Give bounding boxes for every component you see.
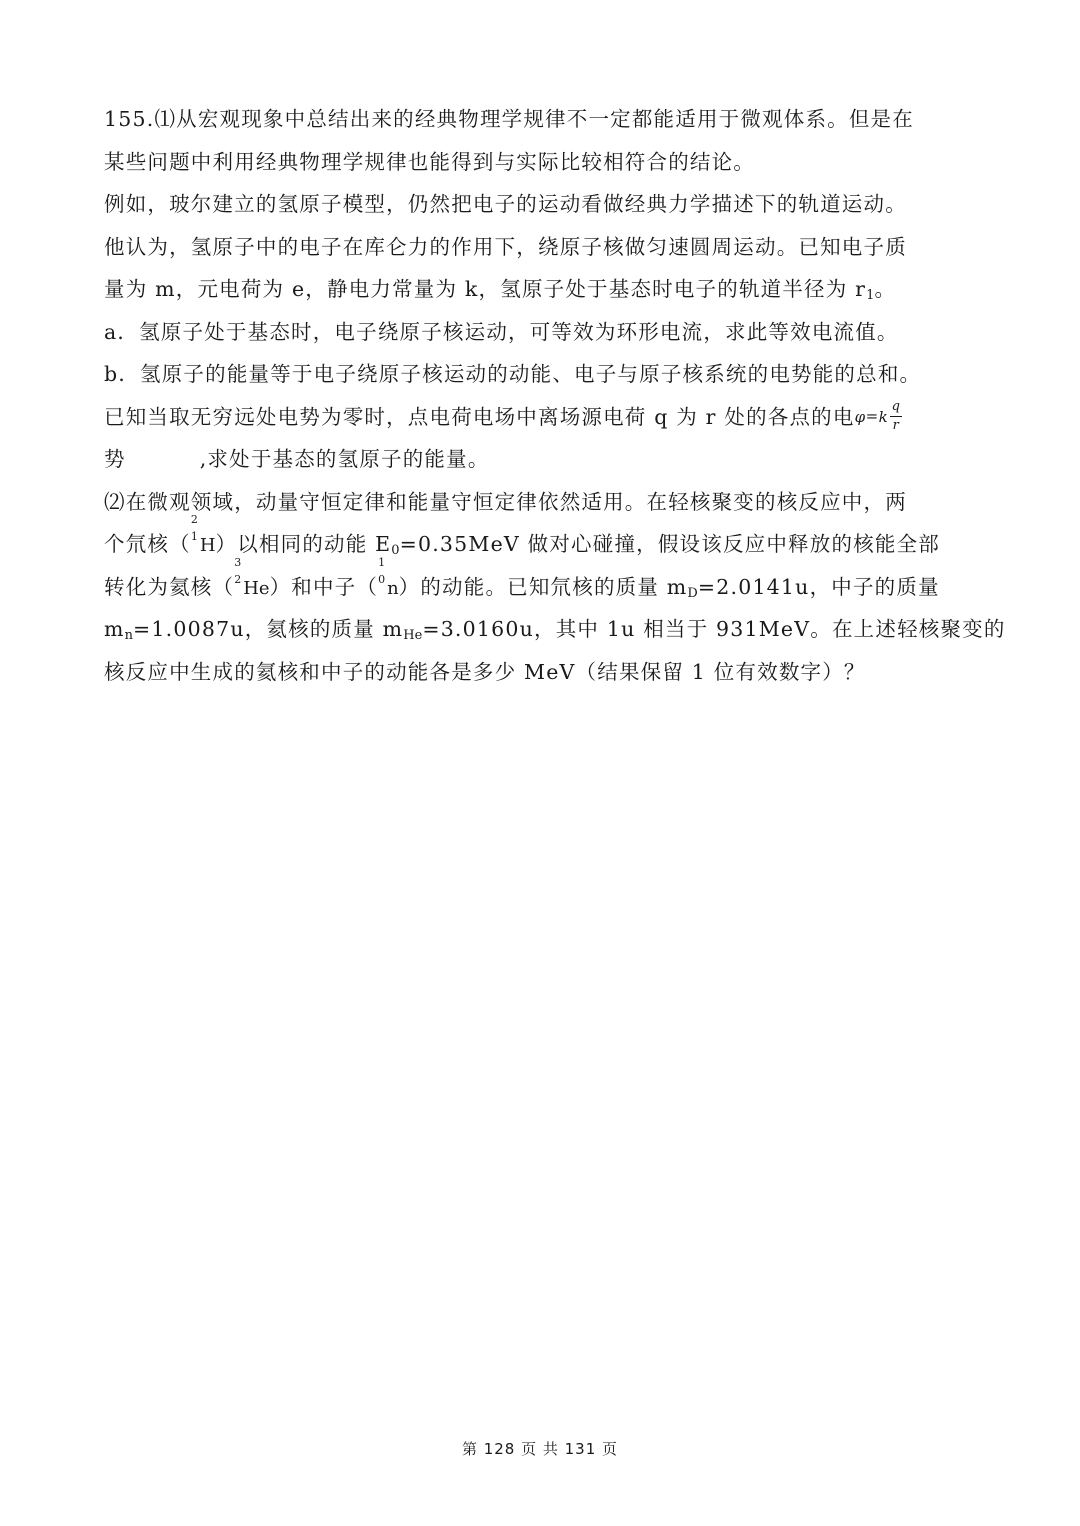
- text-segment: m: [104, 617, 125, 641]
- problem-text: [104, 98, 1006, 693]
- text-line: [104, 353, 978, 396]
- formula-denominator: r: [892, 417, 899, 433]
- text-line: [104, 183, 978, 226]
- text-line: [104, 651, 978, 694]
- problem-intro-line: 155.⑴从宏观现象中总结出来的经典物理学规律不一定都能适用于微观体系。但是在: [104, 107, 914, 131]
- text-segment: ）和中子（: [269, 574, 379, 599]
- text-line: [104, 141, 978, 184]
- text-segment: 核反应中生成的氦核和中子的动能各是多少 MeV（结果保留 1 位有效数字）？: [104, 659, 866, 684]
- page-number-footer: 第 128 页 共 131 页: [461, 1440, 619, 1458]
- text-segment: ）以相同的动能 E: [215, 532, 392, 556]
- sub-question-a: a．氢原子处于基态时，电子绕原子核运动，可等效为环形电流，求此等效电流值。: [104, 319, 899, 344]
- potential-formula: [855, 396, 907, 438]
- subscript: 0: [391, 543, 400, 558]
- subscript: He: [403, 628, 423, 643]
- sub-question-2: ⑵在微观领域，动量守恒定律和能量守恒定律依然适用。在轻核聚变的核反应中，两: [104, 489, 907, 514]
- element-symbol: H: [199, 535, 216, 556]
- deuteron-symbol: [190, 513, 216, 568]
- mass-number: 1: [378, 555, 386, 569]
- text-line: [104, 98, 978, 141]
- text-segment: 。: [874, 277, 897, 301]
- formula-k: k: [878, 407, 888, 426]
- formula-equals: =: [865, 406, 879, 425]
- text-line: [104, 438, 978, 481]
- text-segment: 例如，玻尔建立的氢原子模型，仍然把电子的运动看做经典力学描述下的轨道运动。: [104, 192, 907, 216]
- fraction-bar: [890, 416, 902, 417]
- charge-number: 0: [378, 572, 386, 586]
- element-symbol: He: [243, 577, 270, 599]
- charge-number: 2: [234, 572, 242, 586]
- helium-symbol: [234, 555, 270, 611]
- sub-question-b: b．氢原子的能量等于电子绕原子核运动的动能、电子与原子核系统的电势能的总和。: [104, 362, 922, 386]
- text-segment: 某些问题中利用经典物理学规律也能得到与实际比较相符合的结论。: [104, 149, 755, 174]
- mass-number: 3: [234, 555, 242, 569]
- subscript: n: [124, 628, 134, 643]
- text-segment: 他认为，氢原子中的电子在库仑力的作用下，绕原子核做匀速圆周运动。已知电子质: [104, 234, 907, 259]
- text-segment: 势: [104, 447, 126, 471]
- neutron-symbol: [378, 555, 399, 611]
- text-segment: 已知当取无穷远处电势为零时，点电荷电场中离场源电荷 q 为 r 处的各点的电: [104, 404, 855, 429]
- text-segment: 转化为氦核（: [104, 574, 235, 599]
- text-line: [104, 608, 1006, 651]
- element-symbol: n: [387, 577, 399, 599]
- text-segment: ,求处于基态的氢原子的能量。: [199, 447, 490, 471]
- text-segment: =2.0141u，中子的质量: [697, 574, 940, 599]
- text-segment: =0.35MeV 做对心碰撞，假设该反应中释放的核能全部: [399, 532, 940, 556]
- text-line: [104, 481, 978, 524]
- text-line: [104, 555, 978, 609]
- formula-phi: φ: [854, 407, 866, 426]
- text-line: [104, 396, 978, 439]
- charge-number: 1: [190, 530, 198, 543]
- text-segment: =1.0087u，氦核的质量 m: [133, 617, 404, 641]
- subscript: D: [687, 585, 698, 601]
- text-line: [104, 311, 978, 354]
- text-segment: 个氘核（: [104, 532, 191, 556]
- text-line: [104, 226, 978, 269]
- text-line: [104, 268, 978, 311]
- text-segment: ）的动能。已知氘核的质量 m: [398, 574, 688, 599]
- subscript: 1: [866, 288, 875, 303]
- text-segment: 量为 m，元电荷为 e，静电力常量为 k，氢原子处于基态时电子的轨道半径为 r: [104, 277, 867, 301]
- mass-number: 2: [190, 513, 198, 526]
- text-segment: =3.0160u，其中 1u 相当于 931MeV。在上述轻核聚变的: [422, 617, 1006, 641]
- formula-numerator: q: [891, 398, 900, 414]
